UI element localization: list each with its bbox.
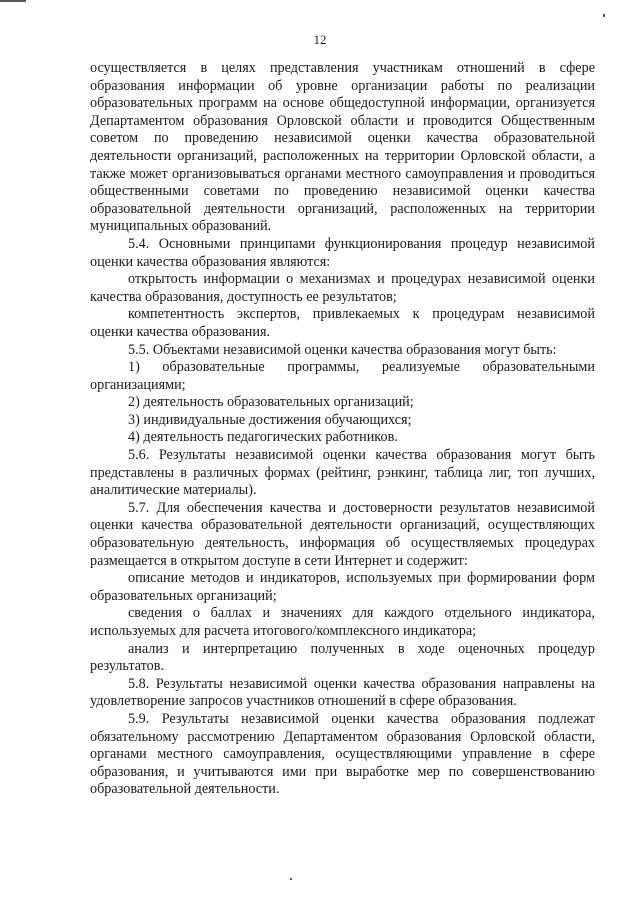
paragraph-5-6: 5.6. Результаты независимой оценки качества образования могут быть представлены в различных формах (рейтинг, рэнкинг, таблица лиг, топ лучших, аналитические материалы). [90, 447, 595, 499]
list-item-openness: открытость информации о механизмах и процедурах независимой оценки качества образования, доступность ее результатов; [90, 271, 595, 305]
list-item-methods: описание методов и индикаторов, используемых при формировании форм образовательных организаций; [90, 570, 595, 604]
list-item-3: 3) индивидуальные достижения обучающихся; [128, 411, 412, 428]
list-item-1: 1) образовательные программы, реализуемые образовательными организациями; [90, 359, 595, 393]
page-number: 12 [313, 32, 327, 47]
list-item-2: 2) деятельность образовательных организаций; [128, 394, 414, 411]
paragraph-5-8: 5.8. Результаты независимой оценки качества образования направлены на удовлетворение запросов участников отношений в сфере образования. [90, 675, 595, 710]
list-item-competence: компетентность экспертов, привлекаемых к процедурам независимой оценки качества образования. [90, 306, 595, 340]
list-item-scores: сведения о баллах и значениях для каждого отдельного индикатора, используемых для расчета итогового/комплексного индикатора; [90, 605, 595, 639]
scan-mark-top-left [0, 0, 26, 2]
scan-mark-top-right [603, 14, 605, 17]
paragraph-continuation: осуществляется в целях представления участникам отношений в сфере образования информации об уровне организации работы по реализации образовательных программ на основе общедоступной информации, организуется Департаментом образования Орловской области и проводится Общественным советом по проведению независимой оценки качества образовательной деятельности организаций, расположенных на территории Орловской области, а также может организовываться органами местного самоуправления и проводиться общественными советами по проведению независимой оценки качества образовательной деятельности организаций, расположенных на территории муниципальных образований. [90, 60, 595, 235]
paragraph-5-7: 5.7. Для обеспечения качества и достоверности результатов независимой оценки качества образовательной деятельности организаций, осуществляющих образовательную деятельность, информация об осуществляемых процедурах размещается в открытом доступе в сети Интернет и содержит: [90, 499, 595, 569]
list-item-4: 4) деятельность педагогических работников. [128, 429, 398, 446]
scan-mark-bottom [290, 878, 292, 880]
list-item-analysis: анализ и интерпретацию полученных в ходе оценочных процедур результатов. [90, 640, 595, 675]
paragraph-5-4: 5.4. Основными принципами функционирования процедур независимой оценки качества образования являются: [90, 235, 595, 270]
paragraph-5-9: 5.9. Результаты независимой оценки качества образования подлежат обязательному рассмотрению Департаментом образования Орловской области, органами местного самоуправления, осуществляющими управление в сфере образования, и учитываются ими при выработке мер по совершенствованию образовательной деятельности. [90, 710, 595, 798]
document-body [90, 60, 595, 799]
paragraph-5-5: 5.5. Объектами независимой оценки качества образования могут быть: [128, 341, 557, 358]
